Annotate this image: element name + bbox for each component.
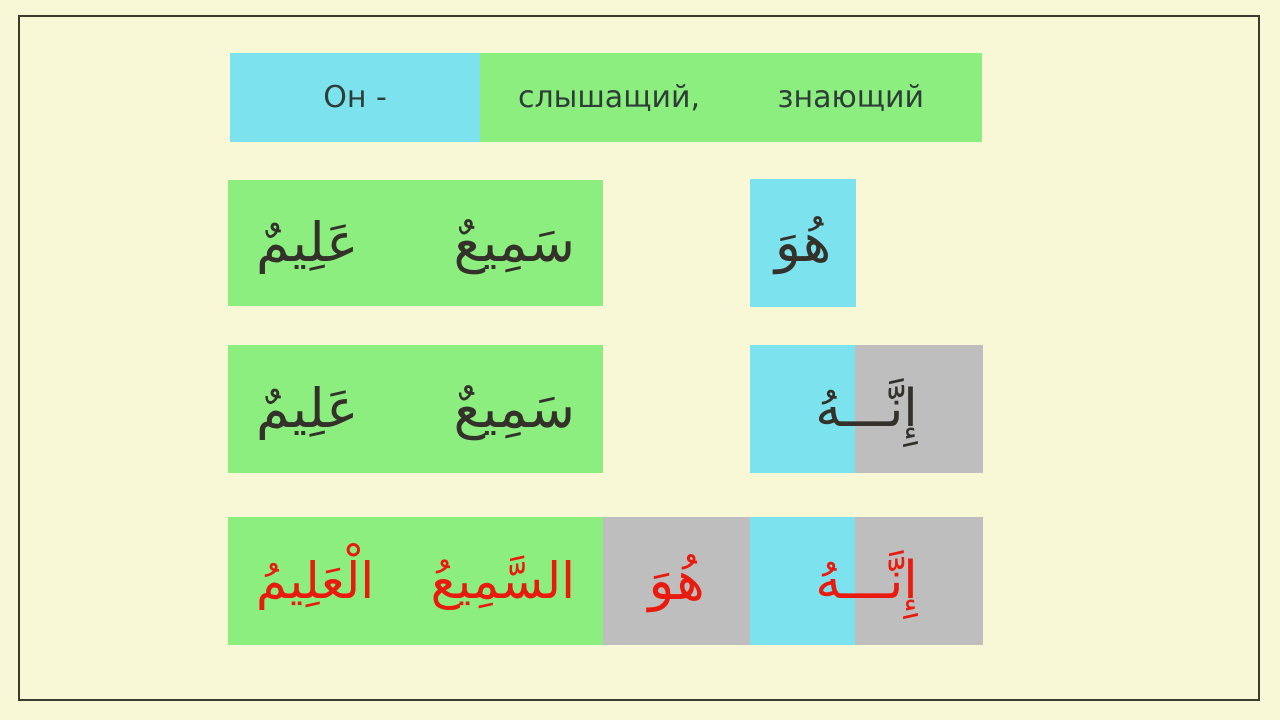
pronoun-word-huwa: هُوَ <box>774 210 832 274</box>
row-full-pronoun-box <box>603 517 750 645</box>
pronoun-word-huwa: هُوَ <box>648 548 705 612</box>
particle-word-innahu: إِنَّـــهُ <box>815 378 918 439</box>
predicate-word-aleem: عَلِيمٌ <box>256 376 359 440</box>
predicate-word-alaleem: الْعَلِيمُ <box>256 551 375 610</box>
row-innahu-particle-box <box>750 345 983 473</box>
translation-pronoun-label: Он - <box>323 80 387 115</box>
translation-knowing-label: знающий <box>777 80 924 115</box>
row-full-predicate-box <box>228 517 603 645</box>
translation-predicate-cell <box>480 53 982 142</box>
predicate-word-assamee: السَّمِيعُ <box>430 551 575 610</box>
predicate-word-aleem: عَلِيمٌ <box>256 210 359 274</box>
translation-hearing-label: слышащий, <box>518 80 700 115</box>
row-innahu-predicate-box <box>228 345 603 473</box>
particle-word-innahu: إِنَّـــهُ <box>815 550 918 611</box>
predicate-word-samee: سَمِيعٌ <box>453 376 575 440</box>
row-full-particle-box <box>750 517 983 645</box>
predicate-word-samee: سَمِيعٌ <box>453 210 575 274</box>
row-huwa-pronoun-box <box>750 179 856 307</box>
row-huwa-predicate-box <box>228 180 603 306</box>
translation-pronoun-cell <box>230 53 480 142</box>
